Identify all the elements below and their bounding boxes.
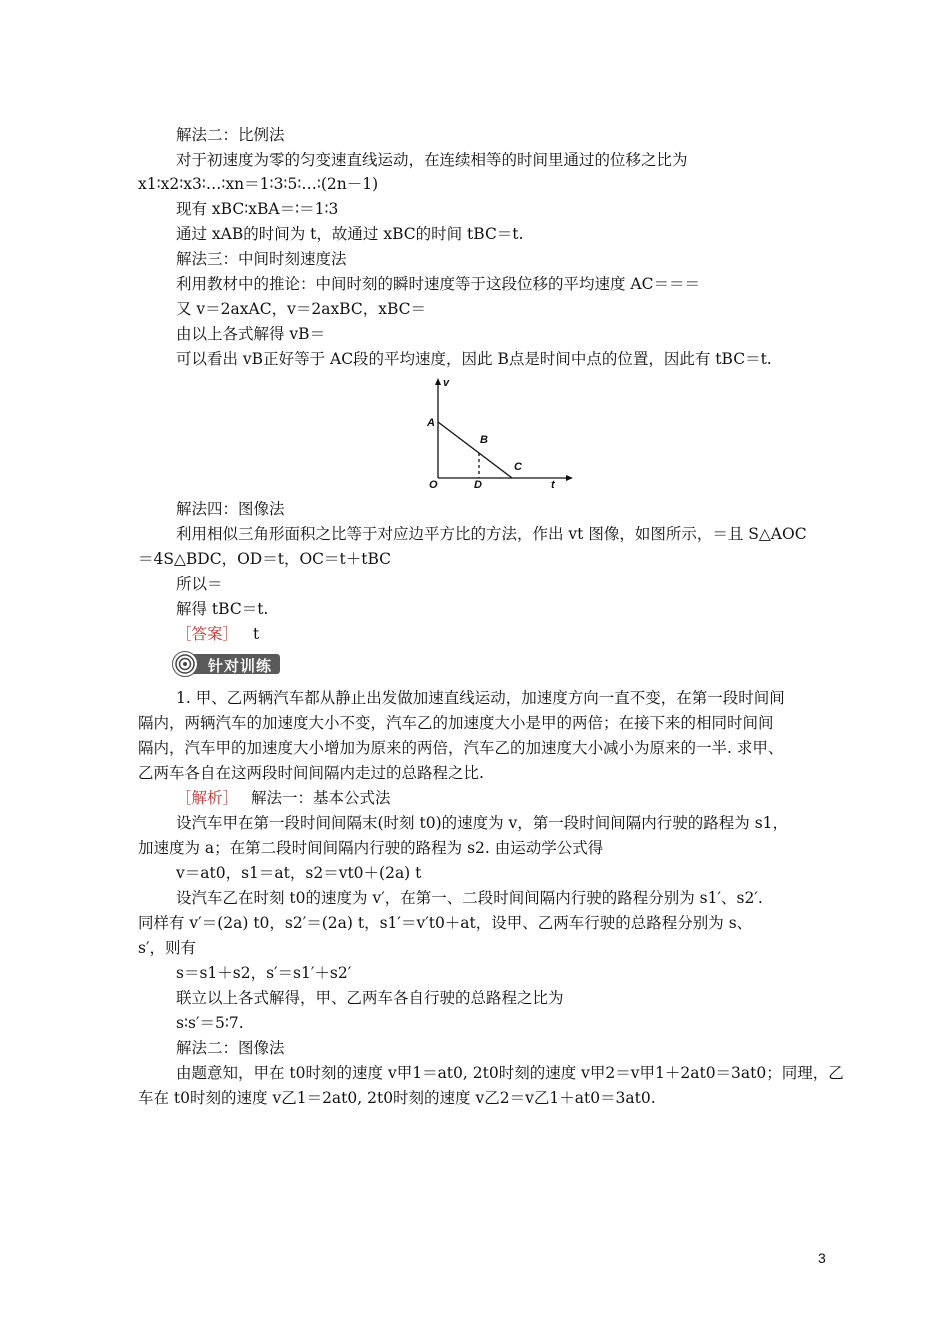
velocity-line	[438, 422, 512, 478]
method4-line1: 利用相似三角形面积之比等于对应边平方比的方法，作出 vt 图像，如图所示，＝且 S△AOC	[176, 525, 807, 543]
analysis-method2: 解法二：图像法	[176, 1039, 285, 1057]
targeted-training-banner	[172, 651, 282, 677]
analysis-p9: s∶s′＝5∶7.	[176, 1014, 244, 1032]
problem-line1: 1. 甲、乙两辆汽车都从静止出发做加速直线运动，加速度方向一直不变，在第一段时间间	[176, 689, 785, 707]
target-icon	[172, 651, 198, 677]
analysis-p2: 加速度为 a；在第二段时间间隔内行驶的路程为 s2. 由运动学公式得	[138, 839, 604, 857]
point-a-label: A	[427, 417, 435, 429]
analysis-method1: 解法一：基本公式法	[250, 789, 391, 807]
method2-text: 对于初速度为零的匀变速直线运动，在连续相等的时间里通过的位移之比为	[176, 151, 688, 169]
problem-line2: 隔内，两辆汽车的加速度大小不变，汽车乙的加速度大小是甲的两倍；在接下来的相同时间间	[138, 714, 774, 732]
answer-line	[176, 624, 259, 644]
analysis-tag: ［解析］	[176, 789, 239, 807]
analysis-p7: s＝s1＋s2，s′＝s1′＋s2′	[176, 964, 352, 982]
origin-label: O	[429, 479, 438, 491]
analysis-p3: v＝at0，s1＝at，s2＝vt0＋(2a) t	[176, 864, 422, 882]
analysis-p1: 设汽车甲在第一段时间间隔末(时刻 t0)的速度为 v，第一段时间间隔内行驶的路程为 s1，	[176, 814, 789, 832]
t-axis-arrow	[566, 475, 573, 481]
analysis-p8: 联立以上各式解得，甲、乙两车各自行驶的总路程之比为	[176, 989, 564, 1007]
ratio-series: x1∶x2∶x3∶…∶xn＝1∶3∶5∶…∶(2n－1)	[138, 175, 379, 193]
page-number: 3	[818, 1250, 826, 1266]
method4-line4: 解得 tBC＝t.	[176, 600, 269, 618]
method2-conclusion: 通过 xAB的时间为 t，故通过 xBC的时间 tBC＝t.	[176, 225, 524, 243]
analysis-p6: s′，则有	[138, 939, 196, 957]
now-have-ratio: 现有 xBC∶xBA＝∶＝1∶3	[176, 200, 339, 218]
analysis-p5: 同样有 v′＝(2a) t0，s2′＝(2a) t，s1′＝v′t0＋at，设甲、乙两车行驶的总路程分别为 s、	[138, 914, 753, 932]
problem-line4: 乙两车各自在这两段时间间隔内走过的总路程之比.	[138, 764, 484, 782]
method4-line2: ＝4S△BDC，OD＝t，OC＝t＋tBC	[138, 550, 392, 568]
method3-heading: 解法三：中间时刻速度法	[176, 250, 347, 268]
point-d-label: D	[474, 479, 482, 491]
analysis-p10: 由题意知，甲在 t0时刻的速度 v甲1＝at0, 2t0时刻的速度 v甲2＝v甲1＋2at0＝3at0；同理，乙	[176, 1064, 844, 1082]
analysis-p4: 设汽车乙在时刻 t0的速度为 v′，在第一、二段时间间隔内行驶的路程分别为 s1′、s2′.	[176, 889, 763, 907]
analysis-p11: 车在 t0时刻的速度 v乙1＝2at0, 2t0时刻的速度 v乙2＝v乙1＋at0＝3at0.	[138, 1089, 656, 1107]
method3-line4: 可以看出 vB正好等于 AC段的平均速度，因此 B点是时间中点的位置，因此有 tBC＝t.	[176, 350, 772, 368]
method3-line2: 又 v＝2axAC，v＝2axBC，xBC＝	[176, 300, 426, 318]
method2-heading: 解法二：比例法	[176, 126, 285, 144]
method3-line3: 由以上各式解得 vB＝	[176, 325, 326, 343]
point-b-label: B	[480, 434, 488, 446]
method3-line1: 利用教材中的推论：中间时刻的瞬时速度等于这段位移的平均速度 AC＝＝＝	[176, 275, 700, 293]
method4-heading: 解法四：图像法	[176, 500, 285, 518]
banner-title: 针对训练	[208, 657, 273, 675]
problem-line3: 隔内，汽车甲的加速度大小增加为原来的两倍，汽车乙的加速度大小减小为原来的一半. 求甲、	[138, 739, 784, 757]
v-axis-label: v	[443, 377, 450, 389]
analysis-heading	[176, 788, 390, 808]
vt-graph	[418, 376, 578, 492]
point-c-label: C	[514, 461, 522, 473]
answer-tag: ［答案］	[176, 625, 239, 643]
t-axis-label: t	[551, 479, 555, 491]
v-axis-arrow	[435, 378, 441, 385]
answer-value: t	[252, 625, 260, 643]
method4-line3: 所以＝	[176, 575, 223, 593]
